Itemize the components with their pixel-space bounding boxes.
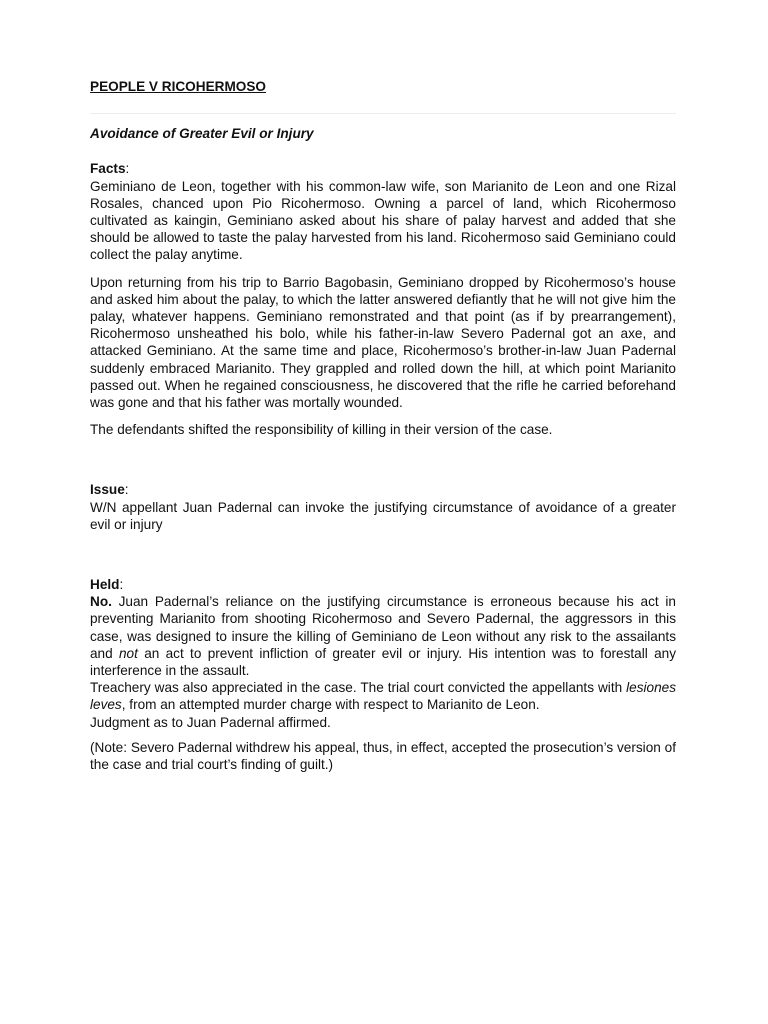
issue-section <box>90 481 676 533</box>
held-p2-emphasis: lesiones leves <box>90 680 676 713</box>
held-paragraph-1 <box>90 593 676 679</box>
held-p2-part-b: , from an attempted murder charge with respect to Marianito de Leon. <box>121 697 540 713</box>
case-title: PEOPLE V RICOHERMOSO <box>90 79 266 94</box>
title-divider <box>90 113 676 114</box>
held-answer: No. <box>90 594 112 610</box>
issue-text: W/N appellant Juan Padernal can invoke the justifying circumstance of avoidance of a greater evil or injury <box>90 499 676 532</box>
held-p1-part-a: Juan Padernal’s reliance on the justifying circumstance is erroneous because his act in preventing Marianito from shooting Ricohermoso and Severo Padernal, the aggressors in this case, was designed to insure the killing of Geminiano de Leon without any risk to the assailants and <box>90 594 676 661</box>
held-heading: Held: <box>90 577 124 593</box>
held-p1-emphasis: not <box>118 645 138 661</box>
facts-section <box>90 160 676 438</box>
document-body <box>90 78 676 773</box>
held-p2-part-a: Treachery was also appreciated in the case. The trial court convicted the appellants with <box>90 680 627 696</box>
case-subtitle: Avoidance of Greater Evil or Injury <box>90 126 314 142</box>
issue-label: Issue <box>90 482 125 498</box>
facts-label: Facts <box>90 161 126 177</box>
facts-heading: Facts: <box>90 161 130 177</box>
facts-paragraph-3: The defendants shifted the responsibility of killing in their version of the case. <box>90 422 553 438</box>
issue-heading: Issue: <box>90 482 129 498</box>
held-paragraph-3: Judgment as to Juan Padernal affirmed. <box>90 714 331 730</box>
held-label: Held <box>90 577 120 593</box>
held-section <box>90 576 676 773</box>
facts-paragraph-1: Geminiano de Leon, together with his common-law wife, son Marianito de Leon and one Rizal Rosales, chanced upon Pio Ricohermoso. Owning a parcel of land, which Ricohermoso cultivated as kaingin, Geminiano asked about his share of palay harvest and added that she should be allowed to taste the palay harvested from his land. Ricohermoso said Geminiano could collect the palay anytime. <box>90 178 676 263</box>
held-paragraph-2 <box>90 679 676 713</box>
facts-paragraph-2: Upon returning from his trip to Barrio Bagobasin, Geminiano dropped by Ricohermoso’s house and asked him about the palay, to which the latter answered defiantly that he will not give him the palay, whatever happens. Geminiano remonstrated and that point (as if by prearrangement), Ricohermoso unsheathed his bolo, while his father-in-law Severo Padernal got an axe, and attacked Geminiano. At the same time and place, Ricohermoso’s brother-in-law Juan Padernal suddenly embraced Marianito. They grappled and rolled down the hill, at which point Marianito passed out. When he regained consciousness, he discovered that the rifle he carried beforehand was gone and that his father was mortally wounded. <box>90 274 676 411</box>
held-note: (Note: Severo Padernal withdrew his appeal, thus, in effect, accepted the prosecution’s version of the case and trial court’s finding of guilt.) <box>90 739 676 773</box>
held-p1-part-b: an act to prevent infliction of greater evil or injury. His intention was to forestall any interference in the assault. <box>90 645 676 679</box>
